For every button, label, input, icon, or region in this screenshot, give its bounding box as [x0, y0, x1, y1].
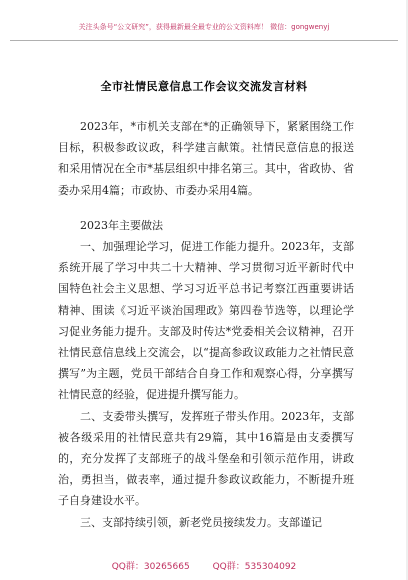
paragraph-intro: 2023年，*市机关支部在*的正确领导下，紧紧围绕工作目标，积极参政议政，科学建言献策。社情民意信息的报送和采用情况在全市*基层组织中排名第三。其中，省政协、省委办采用4篇；市政协、市委办采用4篇。	[58, 120, 354, 197]
document-title: 全市社情民意信息工作会议交流发言材料	[100, 80, 308, 93]
section-heading: 2023年主要做法	[80, 218, 163, 232]
document-body	[58, 116, 354, 533]
footer-qq-group-1: QQ群：30265665	[111, 562, 190, 572]
paragraph-point-1: 一、加强理论学习，促进工作能力提升。2023年，支部系统开展了学习中共二十大精神、学习贯彻习近平新时代中国特色社会主义思想、学习习近平总书记考察江西重要讲话精神、围读《习近平谈治国理政》第四卷节选等，以理论学习促业务能力提升。支部及时传达*党委相关会议精神，召开社情民意信息线上交流会，以“提高参政议政能力之社情民意撰写”为主题，党员干部结合自身工作和观察心得，分享撰写社情民意的经验，促进提升撰写能力。	[58, 240, 354, 402]
footer	[0, 559, 408, 572]
footer-qq-group-2: QQ群：535304092	[212, 562, 297, 572]
paragraph-point-2: 二、支委带头撰写，发挥班子带头作用。2023年，支部被各级采用的社情民意共有29篇，其中16篇是由支委撰写的，充分发挥了支部班子的战斗堡垒和引领示范作用，讲政治，勇担当，做表率，通过提升参政议政能力，不断提升班子自身建设水平。	[58, 409, 354, 508]
header-banner: 关注头条号“公文研究”，获得最新最全最专业的公文资料库！ 微信：gongwenyj	[78, 23, 330, 31]
header-divider	[10, 40, 398, 41]
paragraph-point-3: 三、支部持续引领，新老党员接续发力。支部谨记	[80, 515, 322, 529]
